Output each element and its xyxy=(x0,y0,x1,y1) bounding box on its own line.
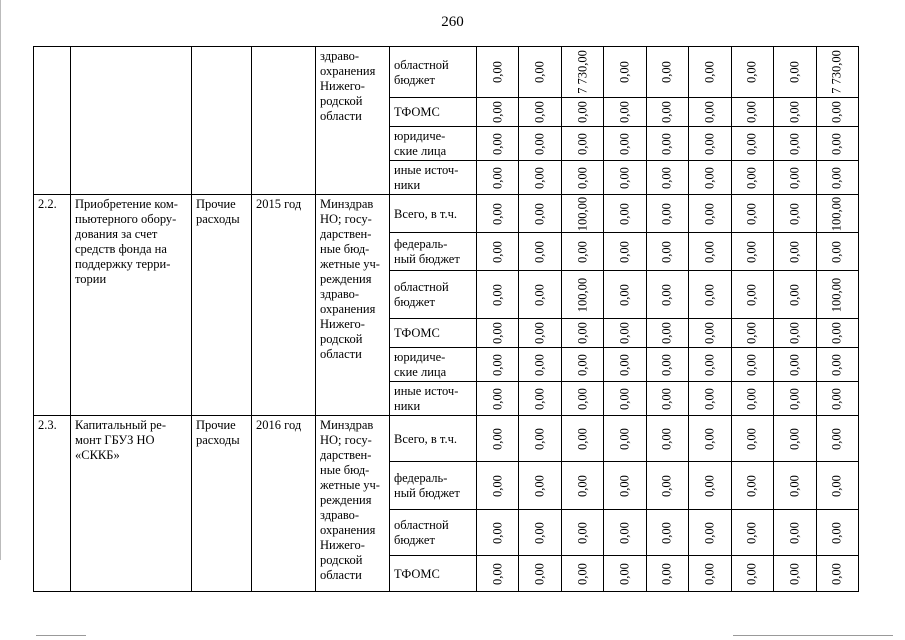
cell-value xyxy=(604,271,646,319)
cell-value-text: 0,00 xyxy=(659,387,674,410)
cell-value xyxy=(604,319,646,348)
cell-value xyxy=(731,348,773,382)
cell-value-text: 0,00 xyxy=(490,387,505,410)
cell-value-text: 0,00 xyxy=(702,61,717,83)
cell-value-text: 0,00 xyxy=(744,562,759,585)
cell-value xyxy=(477,319,519,348)
cell-source: иные источ- ники xyxy=(390,161,477,195)
cell-value-text: 0,00 xyxy=(532,562,547,585)
cell-value xyxy=(816,127,859,161)
cell-value xyxy=(731,510,773,556)
cell-value-text: 0,00 xyxy=(575,474,590,497)
cell-value-text: 0,00 xyxy=(617,353,632,376)
cell-value xyxy=(561,462,603,510)
cell-value-text: 0,00 xyxy=(617,101,632,123)
cell-value-text: 0,00 xyxy=(617,427,632,450)
cell-value-text: 0,00 xyxy=(659,202,674,225)
cell-value xyxy=(646,510,688,556)
cell-value xyxy=(816,98,859,127)
cell-value-text: 0,00 xyxy=(744,202,759,225)
cell-value xyxy=(561,233,603,271)
cell-value xyxy=(774,161,816,195)
cell-value-text: 0,00 xyxy=(659,240,674,263)
cell-value-text: 0,00 xyxy=(744,283,759,306)
cell-value xyxy=(519,98,561,127)
cell-value xyxy=(477,233,519,271)
cell-value xyxy=(561,416,603,462)
cell-value xyxy=(689,47,731,98)
cell-value-text: 0,00 xyxy=(787,474,802,497)
cell-value xyxy=(646,271,688,319)
cell-value-text: 7 730,00 xyxy=(575,50,590,94)
cell-source: областной бюджет xyxy=(390,510,477,556)
cell-value xyxy=(689,348,731,382)
cell-value xyxy=(646,127,688,161)
cell-source: иные источ- ники xyxy=(390,382,477,416)
cell-value-text: 0,00 xyxy=(490,101,505,123)
table-row xyxy=(34,416,859,462)
cell-value xyxy=(477,271,519,319)
cell-value-text: 0,00 xyxy=(744,101,759,123)
cell-value xyxy=(731,382,773,416)
cell-value xyxy=(477,382,519,416)
cell-value xyxy=(561,127,603,161)
cell-value-text: 0,00 xyxy=(490,166,505,189)
cell-value-text: 0,00 xyxy=(702,240,717,263)
cell-num: 2.2. xyxy=(34,195,71,416)
cell-value xyxy=(689,319,731,348)
cell-source: юридиче- ские лица xyxy=(390,348,477,382)
cell-value-text: 0,00 xyxy=(787,166,802,189)
cell-value xyxy=(774,195,816,233)
cell-value-text: 0,00 xyxy=(532,132,547,155)
cell-value-text: 0,00 xyxy=(575,353,590,376)
cell-value xyxy=(519,416,561,462)
cell-value-text: 0,00 xyxy=(702,474,717,497)
cell-value xyxy=(689,462,731,510)
cell-name: Капитальный ре- монт ГБУЗ НО «СККБ» xyxy=(71,416,192,592)
cell-value xyxy=(477,510,519,556)
page-number: 260 xyxy=(441,14,464,30)
cell-value-text: 100,00 xyxy=(829,277,844,312)
cell-value-text: 0,00 xyxy=(829,166,844,189)
cell-value-text: 0,00 xyxy=(829,353,844,376)
cell-value-text: 0,00 xyxy=(532,353,547,376)
cell-value xyxy=(477,556,519,592)
cell-value xyxy=(561,161,603,195)
cell-value xyxy=(477,47,519,98)
cell-value xyxy=(731,47,773,98)
cell-value-text: 0,00 xyxy=(744,427,759,450)
cell-value xyxy=(689,98,731,127)
cell-name: Приобретение ком- пьютерного обору- дования за счет средств фонда на поддержку терри- тории xyxy=(71,195,192,416)
cell-value-text: 0,00 xyxy=(829,101,844,123)
cell-value-text: 0,00 xyxy=(787,202,802,225)
cell-value xyxy=(646,556,688,592)
cell-value-text: 0,00 xyxy=(744,353,759,376)
cell-value-text: 0,00 xyxy=(532,474,547,497)
cell-value xyxy=(561,195,603,233)
cell-value-text: 0,00 xyxy=(575,322,590,344)
cell-value xyxy=(774,98,816,127)
cell-value xyxy=(604,510,646,556)
cell-value-text: 0,00 xyxy=(659,61,674,83)
cell-value-text: 0,00 xyxy=(702,166,717,189)
cell-value xyxy=(604,127,646,161)
cell-num: 2.3. xyxy=(34,416,71,592)
cell-value-text: 0,00 xyxy=(787,353,802,376)
cell-value-text: 0,00 xyxy=(617,132,632,155)
cell-org: Минздрав НО; госу- дарствен- ные бюд- жетные уч- реждения здраво- охранения Нижего- родской области xyxy=(316,195,390,416)
cell-value xyxy=(774,47,816,98)
cell-value-text: 0,00 xyxy=(490,521,505,544)
cell-source: областной бюджет xyxy=(390,47,477,98)
cell-value xyxy=(731,127,773,161)
cell-value xyxy=(604,348,646,382)
cell-value-text: 0,00 xyxy=(787,61,802,83)
cell-value xyxy=(561,271,603,319)
cell-value xyxy=(477,462,519,510)
cell-value-text: 0,00 xyxy=(702,101,717,123)
cell-year: 2016 год xyxy=(252,416,316,592)
cell-value-text: 0,00 xyxy=(532,101,547,123)
cell-value xyxy=(816,348,859,382)
cell-value-text: 0,00 xyxy=(659,166,674,189)
cell-value xyxy=(519,161,561,195)
cell-value-text: 0,00 xyxy=(532,387,547,410)
cell-source: ТФОМС xyxy=(390,556,477,592)
cell-org: Минздрав НО; госу- дарствен- ные бюд- жетные уч- реждения здраво- охранения Нижего- родской области xyxy=(316,416,390,592)
cell-value-text: 0,00 xyxy=(659,283,674,306)
cell-value xyxy=(561,382,603,416)
cell-value-text: 0,00 xyxy=(575,521,590,544)
cell-value xyxy=(477,195,519,233)
cell-value-text: 0,00 xyxy=(617,202,632,225)
cell-value-text: 0,00 xyxy=(744,521,759,544)
cell-value xyxy=(816,382,859,416)
cell-value xyxy=(604,195,646,233)
cell-value xyxy=(816,510,859,556)
footer-rule-left xyxy=(36,635,86,636)
cell-value-text: 0,00 xyxy=(659,521,674,544)
cell-value-text: 0,00 xyxy=(490,474,505,497)
cell-value xyxy=(646,161,688,195)
cell-value xyxy=(604,556,646,592)
cell-org: здраво- охранения Нижего- родской области xyxy=(316,47,390,195)
cell-value-text: 0,00 xyxy=(702,427,717,450)
cell-value-text: 0,00 xyxy=(829,521,844,544)
cell-value xyxy=(604,416,646,462)
cell-value-text: 0,00 xyxy=(617,562,632,585)
cell-year xyxy=(252,47,316,195)
cell-value xyxy=(689,127,731,161)
cell-value-text: 0,00 xyxy=(744,61,759,83)
cell-value xyxy=(731,161,773,195)
cell-value-text: 0,00 xyxy=(575,101,590,123)
cell-value xyxy=(519,127,561,161)
cell-value xyxy=(731,98,773,127)
cell-value-text: 0,00 xyxy=(617,283,632,306)
cell-value xyxy=(731,416,773,462)
cell-value xyxy=(689,416,731,462)
cell-source: ТФОМС xyxy=(390,319,477,348)
cell-value-text: 100,00 xyxy=(829,196,844,231)
cell-value xyxy=(689,271,731,319)
cell-value xyxy=(561,556,603,592)
cell-value-text: 0,00 xyxy=(659,474,674,497)
cell-value-text: 0,00 xyxy=(829,562,844,585)
cell-value xyxy=(604,161,646,195)
cell-value xyxy=(519,319,561,348)
cell-value-text: 0,00 xyxy=(617,521,632,544)
cell-value-text: 0,00 xyxy=(787,322,802,344)
cell-value-text: 0,00 xyxy=(532,427,547,450)
cell-value xyxy=(646,195,688,233)
cell-value-text: 0,00 xyxy=(659,562,674,585)
cell-value-text: 0,00 xyxy=(617,240,632,263)
cell-value xyxy=(477,416,519,462)
cell-value xyxy=(816,233,859,271)
cell-value-text: 0,00 xyxy=(787,240,802,263)
cell-value-text: 0,00 xyxy=(659,353,674,376)
cell-value xyxy=(646,98,688,127)
cell-type: Прочие расходы xyxy=(192,195,252,416)
cell-value-text: 0,00 xyxy=(787,283,802,306)
scan-margin-line xyxy=(0,0,1,560)
cell-value-text: 0,00 xyxy=(490,132,505,155)
cell-source: Всего, в т.ч. xyxy=(390,416,477,462)
cell-value xyxy=(519,382,561,416)
cell-value xyxy=(774,319,816,348)
cell-value xyxy=(519,233,561,271)
cell-value-text: 0,00 xyxy=(617,387,632,410)
cell-value xyxy=(689,161,731,195)
cell-value xyxy=(646,233,688,271)
cell-value xyxy=(561,510,603,556)
cell-value-text: 0,00 xyxy=(787,521,802,544)
cell-source: областной бюджет xyxy=(390,271,477,319)
cell-value-text: 0,00 xyxy=(787,427,802,450)
cell-value-text: 0,00 xyxy=(744,240,759,263)
cell-value-text: 0,00 xyxy=(532,521,547,544)
cell-value-text: 0,00 xyxy=(532,240,547,263)
cell-value-text: 0,00 xyxy=(702,562,717,585)
cell-value-text: 0,00 xyxy=(744,387,759,410)
cell-value-text: 0,00 xyxy=(490,240,505,263)
cell-source: федераль- ный бюджет xyxy=(390,233,477,271)
cell-value xyxy=(604,462,646,510)
cell-value xyxy=(604,47,646,98)
cell-value-text: 0,00 xyxy=(532,61,547,83)
cell-value xyxy=(816,271,859,319)
cell-value-text: 0,00 xyxy=(575,427,590,450)
cell-value-text: 0,00 xyxy=(490,322,505,344)
cell-value-text: 0,00 xyxy=(617,322,632,344)
cell-value-text: 0,00 xyxy=(532,283,547,306)
cell-value xyxy=(689,382,731,416)
cell-value-text: 0,00 xyxy=(490,562,505,585)
cell-value-text: 0,00 xyxy=(490,427,505,450)
cell-value xyxy=(774,416,816,462)
cell-value-text: 0,00 xyxy=(787,562,802,585)
cell-value-text: 0,00 xyxy=(532,322,547,344)
cell-source: юридиче- ские лица xyxy=(390,127,477,161)
cell-value-text: 0,00 xyxy=(702,283,717,306)
cell-value-text: 0,00 xyxy=(490,353,505,376)
cell-value xyxy=(477,161,519,195)
cell-type: Прочие расходы xyxy=(192,416,252,592)
cell-value xyxy=(731,462,773,510)
cell-value xyxy=(731,319,773,348)
cell-source: федераль- ный бюджет xyxy=(390,462,477,510)
cell-value-text: 0,00 xyxy=(490,202,505,225)
cell-value xyxy=(731,195,773,233)
cell-value-text: 0,00 xyxy=(575,132,590,155)
cell-value xyxy=(519,271,561,319)
cell-value-text: 0,00 xyxy=(744,132,759,155)
cell-value xyxy=(689,233,731,271)
cell-value-text: 0,00 xyxy=(532,202,547,225)
cell-value xyxy=(816,556,859,592)
cell-value-text: 0,00 xyxy=(617,166,632,189)
cell-value xyxy=(689,510,731,556)
cell-value xyxy=(774,127,816,161)
cell-value-text: 0,00 xyxy=(490,61,505,83)
cell-value xyxy=(646,416,688,462)
cell-value xyxy=(774,233,816,271)
cell-value xyxy=(816,462,859,510)
cell-value-text: 0,00 xyxy=(829,427,844,450)
cell-value-text: 0,00 xyxy=(744,474,759,497)
cell-value-text: 0,00 xyxy=(659,427,674,450)
cell-source: Всего, в т.ч. xyxy=(390,195,477,233)
cell-value xyxy=(689,556,731,592)
cell-value xyxy=(816,47,859,98)
cell-value xyxy=(731,233,773,271)
cell-name xyxy=(71,47,192,195)
cell-value-text: 100,00 xyxy=(575,277,590,312)
cell-value xyxy=(731,271,773,319)
cell-value-text: 0,00 xyxy=(490,283,505,306)
cell-value xyxy=(774,271,816,319)
cell-value xyxy=(477,98,519,127)
cell-value-text: 0,00 xyxy=(829,132,844,155)
cell-value-text: 0,00 xyxy=(787,101,802,123)
cell-value-text: 0,00 xyxy=(575,562,590,585)
cell-value-text: 0,00 xyxy=(659,132,674,155)
cell-value-text: 0,00 xyxy=(787,387,802,410)
cell-value xyxy=(604,98,646,127)
cell-value xyxy=(646,382,688,416)
cell-num xyxy=(34,47,71,195)
cell-value xyxy=(561,98,603,127)
cell-value xyxy=(519,195,561,233)
cell-value-text: 100,00 xyxy=(575,196,590,231)
cell-value-text: 0,00 xyxy=(829,387,844,410)
cell-value-text: 0,00 xyxy=(702,353,717,376)
cell-value xyxy=(774,348,816,382)
cell-value xyxy=(519,556,561,592)
cell-value xyxy=(731,556,773,592)
cell-value xyxy=(816,319,859,348)
cell-source: ТФОМС xyxy=(390,98,477,127)
cell-value-text: 0,00 xyxy=(659,322,674,344)
cell-value xyxy=(774,556,816,592)
table-row xyxy=(34,47,859,98)
cell-value xyxy=(816,195,859,233)
cell-value-text: 0,00 xyxy=(702,132,717,155)
cell-value xyxy=(646,348,688,382)
cell-value-text: 0,00 xyxy=(702,202,717,225)
cell-value xyxy=(774,462,816,510)
footer-rule-right xyxy=(733,635,893,636)
cell-value-text: 0,00 xyxy=(744,166,759,189)
cell-value xyxy=(477,348,519,382)
cell-value xyxy=(519,348,561,382)
cell-value xyxy=(561,47,603,98)
cell-value xyxy=(816,416,859,462)
cell-year: 2015 год xyxy=(252,195,316,416)
cell-value-text: 0,00 xyxy=(787,132,802,155)
cell-value xyxy=(519,462,561,510)
cell-value-text: 0,00 xyxy=(702,322,717,344)
cell-value-text: 0,00 xyxy=(575,166,590,189)
cell-value-text: 7 730,00 xyxy=(829,50,844,94)
cell-value xyxy=(774,510,816,556)
cell-value-text: 0,00 xyxy=(702,387,717,410)
cell-value xyxy=(477,127,519,161)
cell-value xyxy=(689,195,731,233)
cell-value xyxy=(646,47,688,98)
cell-value xyxy=(646,319,688,348)
cell-value xyxy=(561,319,603,348)
cell-value-text: 0,00 xyxy=(702,521,717,544)
cell-value-text: 0,00 xyxy=(829,322,844,344)
cell-value xyxy=(816,161,859,195)
cell-value xyxy=(604,233,646,271)
cell-value-text: 0,00 xyxy=(744,322,759,344)
cell-value xyxy=(646,462,688,510)
table-row xyxy=(34,195,859,233)
cell-type xyxy=(192,47,252,195)
cell-value-text: 0,00 xyxy=(829,240,844,263)
cell-value-text: 0,00 xyxy=(829,474,844,497)
cell-value xyxy=(774,382,816,416)
cell-value xyxy=(604,382,646,416)
cell-value xyxy=(561,348,603,382)
cell-value-text: 0,00 xyxy=(575,387,590,410)
budget-table xyxy=(33,46,859,592)
cell-value xyxy=(519,47,561,98)
cell-value-text: 0,00 xyxy=(575,240,590,263)
cell-value-text: 0,00 xyxy=(617,474,632,497)
cell-value-text: 0,00 xyxy=(659,101,674,123)
cell-value xyxy=(519,510,561,556)
cell-value-text: 0,00 xyxy=(532,166,547,189)
cell-value-text: 0,00 xyxy=(617,61,632,83)
